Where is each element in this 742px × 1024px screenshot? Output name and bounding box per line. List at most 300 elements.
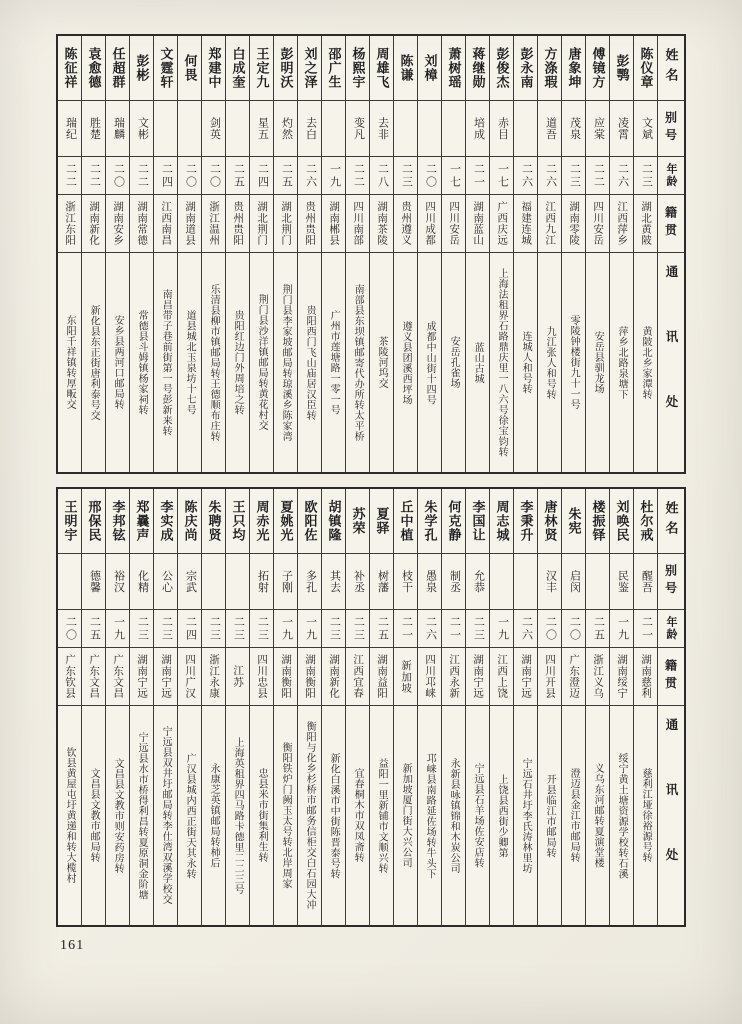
- native-place-cell: [82, 194, 105, 252]
- person-name: 朱聘贤: [206, 499, 222, 543]
- name-cell: [178, 36, 201, 100]
- person-column: [202, 489, 226, 925]
- person-address: 宜春桐木市双凤斋转: [352, 768, 364, 863]
- age-cell: [178, 156, 201, 194]
- name-cell: [154, 489, 177, 553]
- age-cell: [202, 156, 225, 194]
- person-native-place: 江西上饶: [496, 654, 508, 699]
- person-name: 李实成: [158, 499, 174, 543]
- native-place-cell: [322, 194, 345, 252]
- person-name: 夏驿: [374, 506, 390, 536]
- person-address: 道县城北玉泉坊十七号: [184, 310, 196, 415]
- name-cell: [58, 489, 81, 553]
- name-cell: [250, 489, 273, 553]
- age-cell: [538, 609, 561, 647]
- person-age: 一九: [304, 615, 317, 642]
- address-cell: [394, 705, 417, 925]
- native-place-cell: [82, 647, 105, 705]
- person-alias: 其去: [328, 569, 341, 594]
- age-cell: [106, 156, 129, 194]
- address-cell: [322, 252, 345, 472]
- alias-cell: [154, 100, 177, 156]
- age-cell: [226, 609, 249, 647]
- person-column: [490, 489, 514, 925]
- person-column: [538, 489, 562, 925]
- person-age: 二五: [376, 615, 389, 642]
- person-address: 文昌县文教市则安药房转: [112, 757, 124, 874]
- person-alias: 化精: [136, 569, 149, 594]
- person-native-place: 广东钦县: [64, 654, 76, 699]
- person-column: [514, 36, 538, 472]
- age-cell: [274, 609, 297, 647]
- person-alias: 培成: [472, 116, 485, 141]
- directory-tables: [56, 34, 686, 927]
- person-name: 周志城: [494, 499, 510, 543]
- address-cell: [610, 252, 633, 472]
- native-place-cell: [346, 647, 369, 705]
- age-cell: [514, 156, 537, 194]
- person-address: 荆门县沙洋镇邮局转黄花村交: [256, 294, 268, 431]
- alias-cell: [562, 100, 585, 156]
- address-cell: [370, 252, 393, 472]
- person-column: [154, 489, 178, 925]
- name-cell: [226, 36, 249, 100]
- header-cell-alias: [658, 100, 684, 156]
- header-label-alias: 别号: [663, 564, 678, 599]
- person-address: 衡阳铁炉门阙玉太号转北岸周家: [280, 742, 292, 889]
- person-age: 二〇: [544, 615, 557, 642]
- native-place-cell: [586, 194, 609, 252]
- person-age: 二三: [160, 615, 173, 642]
- person-age: 二五: [280, 162, 293, 189]
- person-age: 二二: [64, 162, 77, 189]
- person-native-place: 湖北黄陂: [640, 201, 652, 246]
- person-column: [490, 36, 514, 472]
- age-cell: [226, 156, 249, 194]
- native-place-cell: [610, 647, 633, 705]
- person-name: 杜尔戒: [638, 499, 654, 543]
- person-name: 王定九: [254, 46, 270, 90]
- person-name: 杨熙宇: [350, 46, 366, 90]
- person-address: 宁远县石羊场佐安店转: [472, 763, 484, 868]
- alias-cell: [514, 100, 537, 156]
- person-name: 任超群: [110, 46, 126, 90]
- person-name: 文霆轩: [158, 46, 174, 90]
- person-address: 上海英租界四马路卡德里二二三号: [232, 736, 244, 895]
- person-native-place: 贵州贵阳: [232, 201, 244, 246]
- name-cell: [562, 489, 585, 553]
- native-place-cell: [346, 194, 369, 252]
- person-native-place: 浙江东阳: [64, 201, 76, 246]
- address-cell: [634, 705, 657, 925]
- person-address: 衡阳与化乡杉桥市邮务信柜交白石园大冲: [304, 721, 316, 910]
- native-place-cell: [538, 647, 561, 705]
- age-cell: [58, 156, 81, 194]
- native-place-cell: [394, 647, 417, 705]
- person-native-place: 湖南绥宁: [616, 654, 628, 699]
- name-cell: [490, 489, 513, 553]
- person-native-place: 湖南慈利: [640, 654, 652, 699]
- alias-cell: [418, 100, 441, 156]
- address-cell: [178, 252, 201, 472]
- person-alias: 汉丰: [544, 569, 557, 594]
- age-cell: [586, 609, 609, 647]
- age-cell: [562, 156, 585, 194]
- alias-cell: [58, 553, 81, 609]
- age-cell: [538, 156, 561, 194]
- address-cell: [490, 705, 513, 925]
- age-cell: [610, 156, 633, 194]
- person-name: 朱学孔: [422, 499, 438, 543]
- person-native-place: 湖南益阳: [376, 654, 388, 699]
- person-name: 刘之泽: [302, 46, 318, 90]
- person-age: 二三: [232, 615, 245, 642]
- alias-cell: [634, 100, 657, 156]
- address-cell: [466, 705, 489, 925]
- person-column: [442, 36, 466, 472]
- alias-cell: [82, 553, 105, 609]
- person-column: [274, 36, 298, 472]
- person-age: 二六: [520, 162, 533, 189]
- alias-cell: [298, 100, 321, 156]
- person-age: 二三: [640, 162, 653, 189]
- header-label-native: 籍贯: [663, 659, 678, 694]
- name-cell: [538, 489, 561, 553]
- address-cell: [202, 252, 225, 472]
- person-alias: 应棠: [592, 116, 605, 141]
- native-place-cell: [466, 647, 489, 705]
- alias-cell: [130, 100, 153, 156]
- age-cell: [322, 609, 345, 647]
- address-cell: [58, 252, 81, 472]
- person-column: [130, 36, 154, 472]
- name-cell: [58, 36, 81, 100]
- address-cell: [394, 252, 417, 472]
- person-alias: 允恭: [472, 569, 485, 594]
- person-address: 义乌东河邮转夏演堂楼: [592, 763, 604, 868]
- person-native-place: 湖南蓝山: [472, 201, 484, 246]
- person-address: 贵阳西门飞山庙居汉臣转: [304, 304, 316, 421]
- person-age: 二一: [400, 615, 413, 642]
- age-cell: [586, 156, 609, 194]
- native-place-cell: [130, 194, 153, 252]
- header-label-address: 通讯处: [664, 265, 678, 460]
- person-age: 一七: [448, 162, 461, 189]
- native-place-cell: [418, 194, 441, 252]
- name-cell: [586, 489, 609, 553]
- native-place-cell: [418, 647, 441, 705]
- person-native-place: 贵州遵义: [400, 201, 412, 246]
- person-name: 丘中植: [398, 499, 414, 543]
- alias-cell: [490, 553, 513, 609]
- person-column: [58, 489, 82, 925]
- person-column: [178, 36, 202, 472]
- header-label-address: 通讯处: [664, 718, 678, 913]
- person-name: 陈征祥: [62, 46, 78, 90]
- person-address: 忠县米市街集利生转: [256, 768, 268, 863]
- person-name: 何畏: [182, 53, 198, 83]
- person-address: 南昌带子巷前街第一号彭新来转: [160, 289, 172, 436]
- person-alias: 瑞纪: [64, 116, 77, 141]
- person-age: 二四: [256, 162, 269, 189]
- person-native-place: 江西南昌: [160, 201, 172, 246]
- person-name: 邢保民: [86, 499, 102, 543]
- age-cell: [634, 156, 657, 194]
- person-alias: 拓射: [256, 569, 269, 594]
- person-name: 彭永南: [518, 46, 534, 90]
- address-cell: [370, 705, 393, 925]
- native-place-cell: [562, 194, 585, 252]
- name-cell: [202, 36, 225, 100]
- alias-cell: [322, 100, 345, 156]
- person-alias: 赤目: [496, 116, 509, 141]
- age-cell: [514, 609, 537, 647]
- person-alias: 瑞麟: [112, 116, 125, 141]
- address-cell: [154, 705, 177, 925]
- name-cell: [466, 36, 489, 100]
- native-place-cell: [634, 194, 657, 252]
- person-native-place: 浙江义乌: [592, 654, 604, 699]
- alias-cell: [538, 100, 561, 156]
- person-alias: 茂泉: [568, 116, 581, 141]
- person-column: [298, 36, 322, 472]
- person-alias: 子刚: [280, 569, 293, 594]
- person-column: [82, 36, 106, 472]
- name-cell: [202, 489, 225, 553]
- address-cell: [418, 252, 441, 472]
- name-cell: [490, 36, 513, 100]
- address-cell: [490, 252, 513, 472]
- native-place-cell: [250, 194, 273, 252]
- header-label-age: 年龄: [665, 163, 677, 188]
- person-address: 遵义县团溪西坪场: [400, 320, 412, 405]
- name-cell: [82, 489, 105, 553]
- alias-cell: [586, 553, 609, 609]
- person-column: [634, 489, 658, 925]
- person-native-place: 贵州贵阳: [304, 201, 316, 246]
- address-cell: [514, 705, 537, 925]
- person-native-place: 四川开县: [544, 654, 556, 699]
- header-cell-address: [658, 705, 684, 925]
- person-age: 一九: [616, 615, 629, 642]
- person-age: 二六: [424, 615, 437, 642]
- person-alias: 多孔: [304, 569, 317, 594]
- person-age: 二三: [208, 615, 221, 642]
- name-cell: [418, 489, 441, 553]
- person-column: [370, 489, 394, 925]
- person-address: 连城人和号转: [520, 331, 532, 394]
- name-cell: [586, 36, 609, 100]
- name-cell: [130, 489, 153, 553]
- name-cell: [346, 489, 369, 553]
- age-cell: [202, 609, 225, 647]
- person-name: 周赤光: [254, 499, 270, 543]
- person-column: [58, 36, 82, 472]
- person-address: 蓝山古城: [472, 341, 484, 384]
- person-alias: 文斌: [640, 116, 653, 141]
- address-cell: [298, 705, 321, 925]
- person-name: 李国让: [470, 499, 486, 543]
- person-address: 益阳一里新铺市文顺兴转: [376, 757, 388, 874]
- address-cell: [154, 252, 177, 472]
- person-column: [586, 489, 610, 925]
- native-place-cell: [154, 194, 177, 252]
- person-name: 王明宇: [62, 499, 78, 543]
- person-native-place: 四川安岳: [592, 201, 604, 246]
- native-place-cell: [442, 647, 465, 705]
- person-column: [106, 489, 130, 925]
- address-cell: [514, 252, 537, 472]
- address-cell: [130, 705, 153, 925]
- native-place-cell: [58, 647, 81, 705]
- person-age: 二五: [88, 615, 101, 642]
- person-age: 二三: [568, 162, 581, 189]
- person-native-place: 江西萍乡: [616, 201, 628, 246]
- native-place-cell: [226, 647, 249, 705]
- address-cell: [178, 705, 201, 925]
- native-place-cell: [322, 647, 345, 705]
- person-alias: 醒吾: [640, 569, 653, 594]
- alias-cell: [82, 100, 105, 156]
- person-address: 南部县东坝镇邮寄代办所转太平桥: [352, 283, 364, 442]
- person-address: 永康芝英镇邮局转柿后: [208, 763, 220, 868]
- age-cell: [106, 609, 129, 647]
- person-name: 朱宪: [566, 506, 582, 536]
- name-cell: [562, 36, 585, 100]
- name-cell: [634, 489, 657, 553]
- person-address: 新化白溪市中街陈晋泰号转: [328, 752, 340, 879]
- person-age: 二〇: [184, 162, 197, 189]
- header-cell-native: [658, 647, 684, 705]
- address-cell: [346, 252, 369, 472]
- person-name: 彭彬: [134, 53, 150, 83]
- age-cell: [370, 609, 393, 647]
- native-place-cell: [514, 647, 537, 705]
- person-address: 乐清县柳市镇邮局转王德顺布庄转: [208, 283, 220, 442]
- person-native-place: 新加坡: [400, 659, 412, 694]
- alias-cell: [394, 100, 417, 156]
- person-age: 一九: [328, 162, 341, 189]
- alias-cell: [370, 100, 393, 156]
- alias-cell: [490, 100, 513, 156]
- person-alias: 启闵: [568, 569, 581, 594]
- person-native-place: 湖南宁远: [472, 654, 484, 699]
- person-column: [250, 36, 274, 472]
- person-name: 王只均: [230, 499, 246, 543]
- person-native-place: 浙江温州: [208, 201, 220, 246]
- person-native-place: 江西宜春: [352, 654, 364, 699]
- person-age: 二五: [592, 615, 605, 642]
- header-label-age: 年龄: [665, 616, 677, 641]
- header-cell-alias: [658, 553, 684, 609]
- person-column: [250, 489, 274, 925]
- age-cell: [346, 156, 369, 194]
- header-cell-age: [658, 156, 684, 194]
- header-label-name: 姓名: [663, 47, 679, 89]
- person-address: 宁远县双井圩邮局转李仕湾双溪学校交: [160, 726, 172, 905]
- person-native-place: 浙江永康: [208, 654, 220, 699]
- person-column: [418, 36, 442, 472]
- person-address: 九江张人和号转: [544, 325, 556, 400]
- person-age: 二四: [184, 615, 197, 642]
- person-age: 二〇: [208, 162, 221, 189]
- person-address: 安岳县驯龙场: [592, 331, 604, 394]
- person-name: 彭明沃: [278, 46, 294, 90]
- person-column: [82, 489, 106, 925]
- person-column: [178, 489, 202, 925]
- name-cell: [514, 489, 537, 553]
- name-cell: [106, 36, 129, 100]
- person-column: [226, 36, 250, 472]
- age-cell: [466, 156, 489, 194]
- person-native-place: 广东文昌: [88, 654, 100, 699]
- person-address: 永新县咏镇锦和木炭公司: [448, 757, 460, 874]
- person-native-place: 湖南常德: [136, 201, 148, 246]
- age-cell: [442, 156, 465, 194]
- alias-cell: [322, 553, 345, 609]
- person-age: 一七: [496, 162, 509, 189]
- person-age: 二〇: [112, 162, 125, 189]
- alias-cell: [562, 553, 585, 609]
- native-place-cell: [538, 194, 561, 252]
- person-name: 唐象坤: [566, 46, 582, 90]
- person-column: [322, 36, 346, 472]
- person-column: [154, 36, 178, 472]
- person-native-place: 湖南衡阳: [304, 654, 316, 699]
- address-cell: [82, 705, 105, 925]
- person-age: 二三: [400, 162, 413, 189]
- name-cell: [82, 36, 105, 100]
- person-alias: 去非: [376, 116, 389, 141]
- person-column: [346, 36, 370, 472]
- age-cell: [370, 156, 393, 194]
- person-column: [610, 36, 634, 472]
- person-name: 蒋继勋: [470, 46, 486, 90]
- person-address: 东阳千祥镇转厚畈交: [64, 315, 76, 410]
- roster-table-bottom: [56, 487, 686, 927]
- person-address: 常德县斗姆镇杨家祠转: [136, 310, 148, 415]
- address-cell: [106, 705, 129, 925]
- person-address: 黄陂北乡家潭转: [640, 325, 652, 400]
- native-place-cell: [298, 647, 321, 705]
- person-native-place: 江西永新: [448, 654, 460, 699]
- age-cell: [418, 156, 441, 194]
- person-name: 欧阳佐: [302, 499, 318, 543]
- alias-cell: [610, 553, 633, 609]
- name-cell: [610, 489, 633, 553]
- address-cell: [562, 705, 585, 925]
- header-cell-age: [658, 609, 684, 647]
- person-address: 成都中山街十四号: [424, 320, 436, 405]
- person-alias: 制丞: [448, 569, 461, 594]
- person-native-place: 广东澄迈: [568, 654, 580, 699]
- age-cell: [610, 609, 633, 647]
- age-cell: [346, 609, 369, 647]
- alias-cell: [538, 553, 561, 609]
- person-address: 绥宁黄土塘资源学校转石溪: [616, 752, 628, 879]
- person-age: 二一: [640, 615, 653, 642]
- name-cell: [250, 36, 273, 100]
- age-cell: [322, 156, 345, 194]
- header-column: [658, 489, 684, 925]
- person-age: 二一: [472, 162, 485, 189]
- person-native-place: 四川广汉: [184, 654, 196, 699]
- person-column: [202, 36, 226, 472]
- native-place-cell: [514, 194, 537, 252]
- age-cell: [82, 609, 105, 647]
- name-cell: [538, 36, 561, 100]
- alias-cell: [586, 100, 609, 156]
